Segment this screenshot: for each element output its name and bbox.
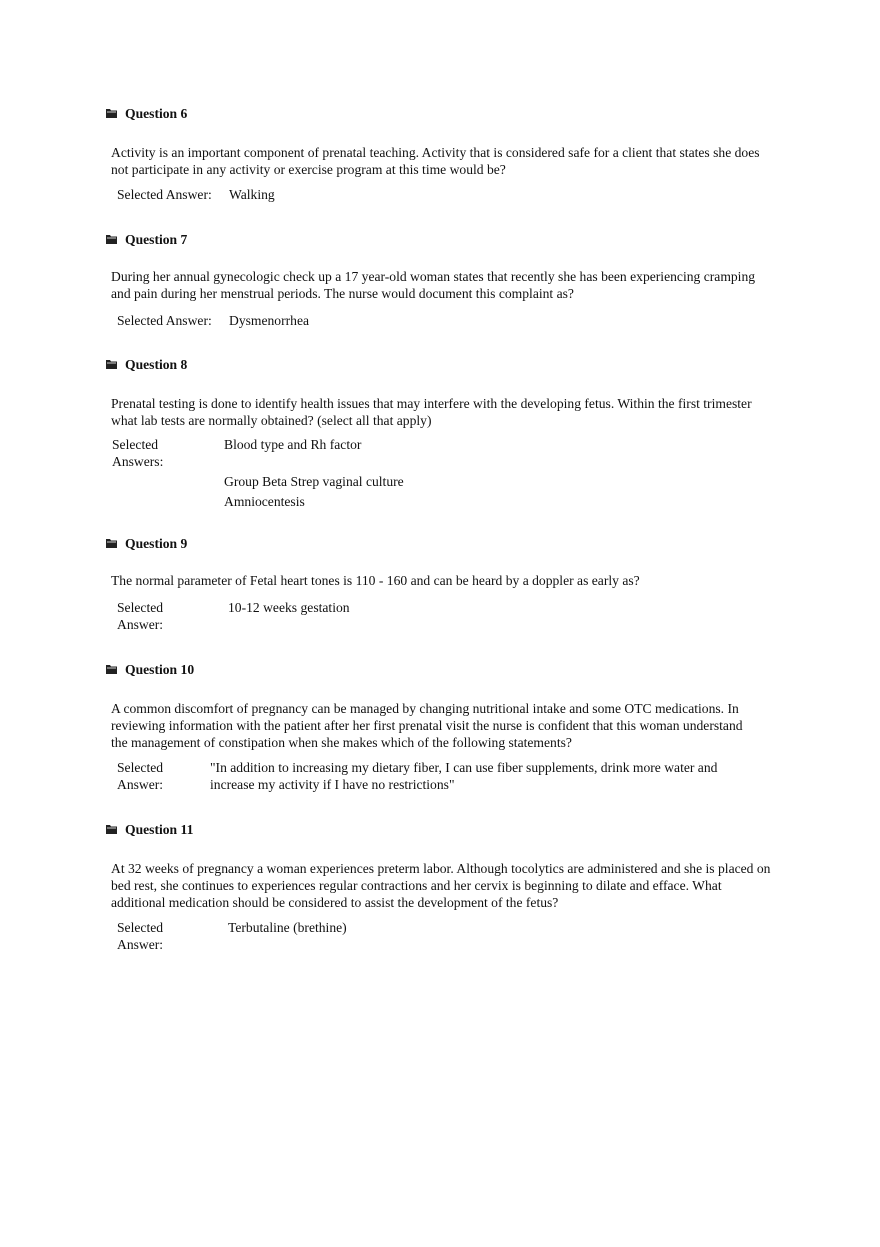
selected-answer-item: Blood type and Rh factor [224, 437, 362, 452]
question-title: Question 11 [125, 821, 194, 837]
question-header [106, 534, 187, 552]
question-status-icon [106, 235, 117, 244]
selected-answer: Dysmenorrhea [229, 313, 310, 328]
question-status-icon [106, 109, 117, 118]
selected-answer-item: Amniocentesis [224, 494, 305, 509]
question-title: Question 10 [125, 661, 195, 677]
question-text: Activity is an important component of prenatal teaching. Activity that is considered safe for a client that states she does not participate in any activity or exercise program at this time would be? [111, 145, 760, 177]
selected-answer-label: Selected Answer: [117, 313, 212, 328]
question-header [106, 230, 187, 248]
question-status-icon [106, 665, 117, 674]
question-title: Question 9 [125, 535, 188, 551]
question-status-icon [106, 360, 117, 369]
selected-answer-label: Selected Answer: [117, 920, 164, 952]
question-header [106, 820, 193, 838]
selected-answers-label: Selected Answers: [112, 437, 164, 469]
question-text: Prenatal testing is done to identify health issues that may interfere with the developing fetus. Within the first trimester what lab tests are normally obtained? (select all that apply) [111, 396, 752, 428]
selected-answer-item: Group Beta Strep vaginal culture [224, 474, 404, 489]
question-text: A common discomfort of pregnancy can be managed by changing nutritional intake and some OTC medications. In reviewing information with the patient after her first prenatal visit the nurse is confident that this woman understand the management of constipation when she makes which of the following statements? [111, 701, 743, 750]
selected-answer-label: Selected Answer: [117, 187, 212, 202]
question-text: At 32 weeks of pregnancy a woman experiences preterm labor. Although tocolytics are administered and she is placed on bed rest, she continues to experiences regular contractions and her cervix is beginning to dilate and efface. What additional medication should be considered to assist the development of the fetus? [111, 861, 771, 910]
question-status-icon [106, 539, 117, 548]
question-text: The normal parameter of Fetal heart tones is 110 - 160 and can be heard by a doppler as early as? [111, 573, 640, 588]
selected-answer-label: Selected Answer: [117, 760, 164, 792]
selected-answer: Walking [229, 187, 275, 202]
question-title: Question 7 [125, 231, 188, 247]
selected-answer: Terbutaline (brethine) [228, 920, 347, 935]
question-status-icon [106, 825, 117, 834]
question-header [106, 355, 187, 373]
selected-answer: "In addition to increasing my dietary fiber, I can use fiber supplements, drink more water and increase my activity if I have no restrictions" [210, 760, 718, 792]
question-header [106, 104, 187, 122]
selected-answer: 10-12 weeks gestation [228, 600, 350, 615]
question-header [106, 660, 194, 678]
question-text: During her annual gynecologic check up a 17 year-old woman states that recently she has been experiencing cramping and pain during her menstrual periods. The nurse would document this complaint as? [111, 269, 756, 301]
question-title: Question 8 [125, 356, 188, 372]
question-title: Question 6 [125, 105, 188, 121]
selected-answer-label: Selected Answer: [117, 600, 164, 632]
selected-answers-list [224, 436, 404, 513]
